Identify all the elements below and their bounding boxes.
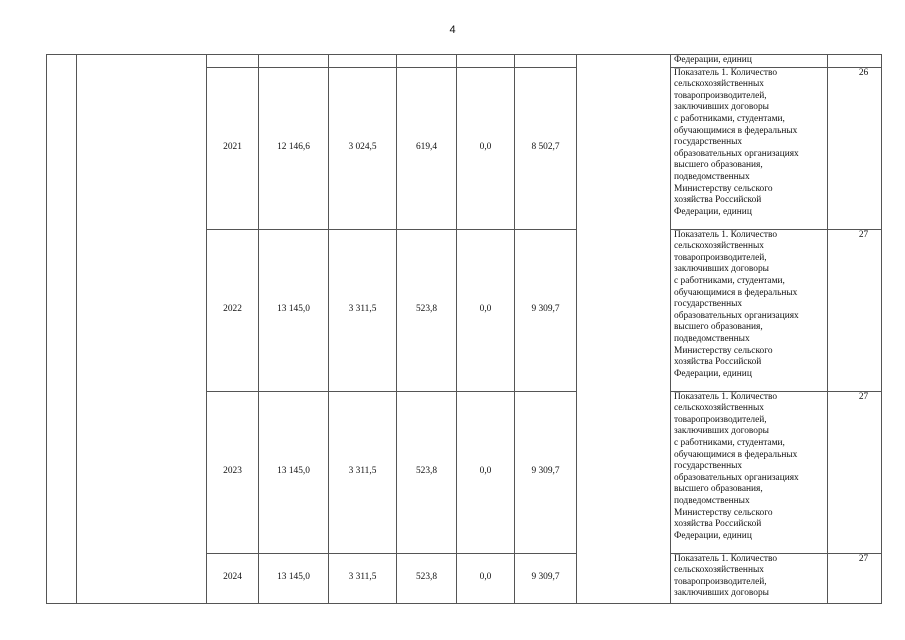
indicator-line: обучающимися в федеральных [674,125,798,136]
indicator-line: государственных [674,137,743,148]
indicator-line: товаропроизводителей, [674,252,767,263]
indicator-value-cell [828,55,882,68]
extra-budget-cell: 9 309,7 [515,229,577,391]
indicator-line: Федерации, единиц [674,206,752,217]
regional-cell: 523,8 [397,553,457,603]
indicator-line: с работниками, студентами, [674,275,785,286]
indicator-line: сельскохозяйственных [674,79,764,90]
federal-cell: 3 024,5 [329,67,397,229]
indicator-line: высшего образования, [674,484,763,495]
indicator-line: подведомственных [674,495,750,506]
local-cell [457,55,515,68]
federal-cell: 3 311,5 [329,391,397,553]
indicator-line: государственных [674,299,743,310]
indicator-line: Показатель 1. Количество [674,67,778,78]
indicator-line: Министерству сельского [674,507,773,518]
indicator-line: Показатель 1. Количество [674,391,778,402]
indicator-cell [671,55,828,68]
total-cell: 13 145,0 [259,553,329,603]
indicator-line: с работниками, студентами, [674,437,785,448]
indicator-line: сельскохозяйственных [674,565,764,576]
page-number: 4 [449,24,456,36]
year-cell: 2023 [207,391,259,553]
year-cell: 2024 [207,553,259,603]
indicator-line: подведомственных [674,333,750,344]
budget-indicator-table [46,54,882,604]
local-cell: 0,0 [457,553,515,603]
indicator-line: высшего образования, [674,160,763,171]
indicator-cell [671,553,828,603]
indicator-line: заключивших договоры [674,264,769,275]
indicator-cell [671,391,828,553]
extra-budget-cell: 9 309,7 [515,391,577,553]
number-cell [47,55,77,604]
indicator-line: Министерству сельского [674,345,773,356]
local-cell: 0,0 [457,67,515,229]
indicator-cell [671,229,828,391]
indicator-line: сельскохозяйственных [674,241,764,252]
responsible-cell [577,55,671,604]
indicator-line: обучающимися в федеральных [674,287,798,298]
indicator-line: товаропроизводителей, [674,90,767,101]
federal-cell: 3 311,5 [329,553,397,603]
indicator-line: Федерации, единиц [674,55,752,65]
indicator-line: Показатель 1. Количество [674,553,778,564]
indicator-line: высшего образования, [674,322,763,333]
indicator-line: Федерации, единиц [674,368,752,379]
extra-budget-cell: 9 309,7 [515,553,577,603]
indicator-line: хозяйства Российской [674,195,762,206]
regional-cell: 523,8 [397,391,457,553]
indicator-line: товаропроизводителей, [674,576,767,587]
indicator-line: хозяйства Российской [674,519,762,530]
indicator-line: подведомственных [674,171,750,182]
indicator-line: образовательных организациях [674,148,799,159]
indicator-value-cell: 27 [828,391,882,553]
indicator-line: хозяйства Российской [674,357,762,368]
extra-budget-cell: 8 502,7 [515,67,577,229]
extra-budget-cell [515,55,577,68]
regional-cell: 523,8 [397,229,457,391]
local-cell: 0,0 [457,391,515,553]
indicator-line: Федерации, единиц [674,530,752,541]
indicator-value-cell: 26 [828,67,882,229]
indicator-line: заключивших договоры [674,426,769,437]
indicator-line: сельскохозяйственных [674,403,764,414]
federal-cell [329,55,397,68]
year-cell [207,55,259,68]
regional-cell [397,55,457,68]
total-cell: 12 146,6 [259,67,329,229]
activity-name-cell [77,55,207,604]
regional-cell: 619,4 [397,67,457,229]
table-row-continuation [47,55,882,68]
total-cell: 13 145,0 [259,391,329,553]
federal-cell: 3 311,5 [329,229,397,391]
indicator-line: заключивших договоры [674,102,769,113]
year-cell: 2022 [207,229,259,391]
indicator-line: товаропроизводителей, [674,414,767,425]
indicator-line: с работниками, студентами, [674,113,785,124]
indicator-line: образовательных организациях [674,472,799,483]
indicator-value-cell: 27 [828,229,882,391]
indicator-line: обучающимися в федеральных [674,449,798,460]
indicator-line: Показатель 1. Количество [674,229,778,240]
indicator-line: Министерству сельского [674,183,773,194]
indicator-line: образовательных организациях [674,310,799,321]
year-cell: 2021 [207,67,259,229]
total-cell [259,55,329,68]
indicator-line: заключивших договоры [674,588,769,599]
indicator-line: государственных [674,461,743,472]
local-cell: 0,0 [457,229,515,391]
indicator-value-cell: 27 [828,553,882,603]
indicator-cell [671,67,828,229]
total-cell: 13 145,0 [259,229,329,391]
